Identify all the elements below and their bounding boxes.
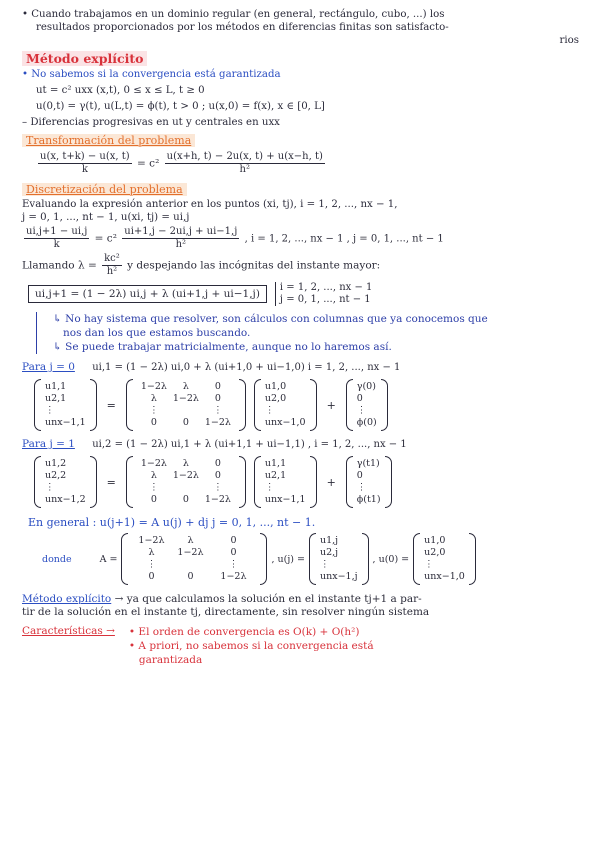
matrix-entry: 1−2λ bbox=[204, 417, 231, 428]
section-title-transformacion: Transformación del problema bbox=[22, 134, 195, 147]
caracteristicas-list bbox=[129, 625, 374, 667]
vector-entry: ⋮ bbox=[45, 482, 55, 493]
para-j0-row bbox=[22, 360, 583, 375]
vector-entry: ⋮ bbox=[45, 405, 55, 416]
boundary-conditions: u(0,t) = γ(t), u(L,t) = ϕ(t), t > 0 ; u(x,0) = f(x), x ∈ [0, L] bbox=[36, 101, 325, 112]
matrix-entry bbox=[170, 559, 210, 571]
llamando-label: Llamando λ = bbox=[22, 259, 97, 272]
caracteristicas-block bbox=[22, 625, 583, 667]
vector-entry: unx−1,1 bbox=[264, 494, 306, 505]
vector-entry: u2,0 bbox=[424, 547, 446, 558]
matrix-entry: 1−2λ bbox=[177, 547, 204, 558]
vector-entry: unx−1,0 bbox=[424, 571, 465, 582]
intro-line-2: resultados proporcionados por los métodos en diferencias finitas son satisfacto- bbox=[36, 22, 449, 33]
matrix-a bbox=[126, 456, 246, 508]
fraction-numerator: ui,j+1 − ui,j bbox=[26, 226, 88, 237]
vector-body bbox=[41, 456, 90, 508]
vector-entry: unx−1,2 bbox=[45, 494, 86, 505]
matrix-a bbox=[126, 379, 246, 431]
fraction-denominator: k bbox=[81, 164, 88, 175]
matrix-entry: 0 bbox=[182, 417, 189, 428]
vector-entry: u2,0 bbox=[264, 393, 287, 404]
vector-entry: unx−1,0 bbox=[264, 417, 306, 428]
boxed-scheme-row bbox=[28, 282, 583, 306]
matrix-entry: 1−2λ bbox=[204, 494, 231, 505]
vector-body bbox=[353, 379, 381, 431]
note-3: ↳ Se puede trabajar matricialmente, aunque no lo haremos así. bbox=[53, 341, 392, 353]
vector-u1 bbox=[254, 456, 317, 508]
blue-notes bbox=[36, 312, 583, 354]
vector-entry: u2,j bbox=[319, 547, 339, 558]
vector-uj bbox=[309, 533, 369, 585]
vector-entry: 0 bbox=[356, 470, 363, 481]
para-j1-matrix-system bbox=[30, 456, 583, 508]
vector-entry: u2,1 bbox=[264, 470, 287, 481]
matrix-entry: 0 bbox=[182, 494, 189, 505]
caracteristica-item-1: • El orden de convergencia es O(k) + O(h²) bbox=[128, 626, 360, 638]
plus-sign: + bbox=[326, 398, 336, 412]
convergence-note: • No sabemos si la convergencia está garantizada bbox=[22, 69, 281, 80]
pde-equation: ut = c² uxx (x,t), 0 ≤ x ≤ L, t ≥ 0 bbox=[36, 85, 205, 96]
conclusion-heading: Método explícito bbox=[22, 593, 112, 605]
fraction-denominator: h² bbox=[239, 164, 250, 175]
matrix-entry: ⋮ bbox=[149, 405, 159, 416]
matrix-entry: λ bbox=[150, 393, 157, 404]
matrix-entry: 1−2λ bbox=[172, 470, 199, 481]
section-title-discretizacion: Discretización del problema bbox=[22, 183, 187, 196]
caracteristica-item-2b: garantizada bbox=[138, 654, 203, 666]
boxed-range bbox=[275, 282, 372, 306]
para-j0-equation: ui,1 = (1 − 2λ) ui,0 + λ (ui+1,0 + ui−1,0) i = 1, 2, ..., nx − 1 bbox=[92, 362, 401, 373]
vector-u0-general bbox=[413, 533, 476, 585]
vector-entry: ⋮ bbox=[356, 405, 367, 416]
general-definitions bbox=[42, 533, 583, 585]
matrix-body bbox=[133, 379, 239, 431]
conclusion-text-1: → ya que calculamos la solución en el instante tj+1 a par- bbox=[114, 593, 422, 605]
matrix-entry: 0 bbox=[230, 547, 237, 558]
matrix-entry: λ bbox=[182, 381, 189, 392]
matrix-entry: λ bbox=[150, 470, 157, 481]
para-j0-matrix-system bbox=[30, 379, 583, 431]
vector-entry: u2,1 bbox=[45, 393, 67, 404]
vector-d1 bbox=[346, 456, 392, 508]
fraction-denominator: h² bbox=[106, 266, 118, 277]
conclusion-line-2: tir de la solución en el instante tj, directamente, sin resolver ningún sistema bbox=[22, 606, 430, 618]
para-j0-heading: Para j = 0 bbox=[22, 361, 75, 373]
fraction-denominator: h² bbox=[175, 239, 187, 250]
equals-sign: = bbox=[106, 475, 116, 489]
discrete-equation bbox=[22, 226, 583, 251]
llamando-continuation: y despejando las incógnitas del instante mayor: bbox=[127, 259, 381, 272]
fraction-numerator: kc² bbox=[104, 253, 120, 264]
matrix-entry: λ bbox=[182, 458, 189, 469]
matrix-entry: 1−2λ bbox=[220, 571, 247, 582]
transformation-lhs-fraction bbox=[38, 151, 132, 176]
intro-line-1: • Cuando trabajamos en un dominio regular (en general, rectángulo, cubo, ...) los bbox=[22, 9, 445, 20]
u0-label: , u(0) = bbox=[372, 553, 410, 565]
note-1: ↳ No hay sistema que resolver, son cálculos con columnas que ya conocemos que bbox=[53, 313, 488, 325]
matrix-body bbox=[133, 456, 239, 508]
plus-sign: + bbox=[326, 475, 336, 489]
vector-body bbox=[353, 456, 385, 508]
caracteristica-item-2a: • A priori, no sabemos si la convergencia está bbox=[128, 640, 374, 652]
uj-label: , u(j) = bbox=[271, 553, 305, 565]
matrix-entry: λ bbox=[148, 547, 155, 558]
matrix-entry: 0 bbox=[148, 571, 155, 582]
vector-entry: γ(0) bbox=[356, 381, 376, 392]
matrix-entry: 0 bbox=[214, 393, 221, 404]
discrete-index-range: , i = 1, 2, ..., nx − 1 , j = 0, 1, ..., nt − 1 bbox=[244, 233, 444, 245]
vector-entry: γ(t1) bbox=[356, 458, 380, 469]
vector-body bbox=[420, 533, 469, 585]
matrix-entry: ⋮ bbox=[213, 482, 223, 493]
fraction-denominator: k bbox=[53, 239, 60, 250]
equals-c-squared: = c² bbox=[94, 232, 117, 245]
a-label: A = bbox=[99, 553, 118, 565]
intro-line-3: rios bbox=[559, 35, 579, 46]
fraction-numerator: ui+1,j − 2ui,j + ui−1,j bbox=[124, 226, 238, 237]
discrete-rhs-fraction bbox=[122, 226, 239, 251]
vector-entry: u1,1 bbox=[45, 381, 67, 392]
matrix-entry: λ bbox=[187, 535, 194, 546]
difference-scheme-note: – Diferencias progresivas en ut y centrales en uxx bbox=[22, 117, 280, 128]
matrix-a-general bbox=[121, 533, 267, 585]
general-equation: En general : u(j+1) = A u(j) + dj j = 0, 1, ..., nt − 1. bbox=[28, 516, 316, 529]
discretization-line-1: Evaluando la expresión anterior en los puntos (xi, tj), i = 1, 2, ..., nx − 1, bbox=[22, 199, 398, 210]
vector-entry: u1,0 bbox=[264, 381, 287, 392]
vector-entry: ⋮ bbox=[356, 482, 367, 493]
fraction-numerator: u(x, t+k) − u(x, t) bbox=[40, 151, 130, 162]
vector-u0 bbox=[254, 379, 317, 431]
matrix-entry bbox=[171, 482, 201, 494]
vector-entry: u1,0 bbox=[424, 535, 446, 546]
vector-entry: u1,2 bbox=[45, 458, 67, 469]
vector-entry: ϕ(t1) bbox=[356, 494, 381, 505]
para-j1-row bbox=[22, 437, 583, 452]
caracteristicas-heading: Características → bbox=[22, 625, 115, 637]
vector-u1 bbox=[34, 379, 97, 431]
para-j1-heading: Para j = 1 bbox=[22, 438, 75, 450]
fraction-numerator: u(x+h, t) − 2u(x, t) + u(x−h, t) bbox=[166, 151, 323, 162]
equals-sign: = bbox=[106, 398, 116, 412]
range-j: j = 0, 1, ..., nt − 1 bbox=[279, 294, 371, 305]
conclusion-line-1 bbox=[22, 593, 583, 606]
matrix-entry: 0 bbox=[150, 494, 157, 505]
matrix-body bbox=[128, 533, 260, 585]
matrix-entry: 0 bbox=[214, 458, 221, 469]
donde-label: donde bbox=[42, 553, 72, 565]
matrix-entry: 1−2λ bbox=[172, 393, 199, 404]
para-j1-equation: ui,2 = (1 − 2λ) ui,1 + λ (ui+1,1 + ui−1,1) , i = 1, 2, ..., nx − 1 bbox=[92, 439, 407, 450]
matrix-entry: 0 bbox=[214, 470, 221, 481]
vector-entry: u2,2 bbox=[45, 470, 67, 481]
matrix-entry bbox=[171, 405, 201, 417]
matrix-entry: 1−2λ bbox=[140, 458, 167, 469]
vector-d0 bbox=[346, 379, 388, 431]
note-2: nos dan los que estamos buscando. bbox=[63, 327, 251, 339]
matrix-entry: 0 bbox=[187, 571, 194, 582]
matrix-entry: ⋮ bbox=[149, 482, 159, 493]
equals-c-squared: = c² bbox=[137, 157, 160, 170]
matrix-entry: 0 bbox=[230, 535, 237, 546]
matrix-entry: 1−2λ bbox=[138, 535, 165, 546]
vector-entry: ϕ(0) bbox=[356, 417, 377, 428]
vector-entry: ⋮ bbox=[264, 405, 275, 416]
transformation-rhs-fraction bbox=[165, 151, 325, 176]
vector-body bbox=[316, 533, 362, 585]
vector-entry: unx−1,1 bbox=[45, 417, 86, 428]
vector-entry: 0 bbox=[356, 393, 363, 404]
matrix-entry: ⋮ bbox=[213, 405, 223, 416]
discretization-line-2: j = 0, 1, ..., nt − 1, u(xi, tj) = ui,j bbox=[22, 212, 190, 223]
vector-entry: ⋮ bbox=[264, 482, 275, 493]
matrix-entry: 0 bbox=[214, 381, 221, 392]
matrix-entry: 1−2λ bbox=[140, 381, 167, 392]
vector-entry: u1,j bbox=[319, 535, 339, 546]
vector-body bbox=[41, 379, 90, 431]
vector-entry: unx−1,j bbox=[319, 571, 358, 582]
vector-entry: u1,1 bbox=[264, 458, 287, 469]
section-title-metodo-explicito: Método explícito bbox=[22, 51, 147, 66]
transformation-equation bbox=[22, 151, 583, 176]
vector-u2 bbox=[34, 456, 97, 508]
vector-body bbox=[261, 456, 310, 508]
range-i: i = 1, 2, ..., nx − 1 bbox=[279, 282, 373, 293]
discrete-lhs-fraction bbox=[24, 226, 89, 251]
lambda-definition bbox=[22, 253, 583, 278]
boxed-scheme: ui,j+1 = (1 − 2λ) ui,j + λ (ui+1,j + ui−1,j) bbox=[28, 285, 267, 303]
matrix-entry: ⋮ bbox=[146, 559, 157, 570]
vector-body bbox=[261, 379, 310, 431]
vector-entry: ⋮ bbox=[319, 559, 330, 570]
matrix-entry: ⋮ bbox=[228, 559, 239, 570]
vector-entry: ⋮ bbox=[424, 559, 434, 570]
matrix-entry: 0 bbox=[150, 417, 157, 428]
lambda-fraction bbox=[102, 253, 122, 278]
